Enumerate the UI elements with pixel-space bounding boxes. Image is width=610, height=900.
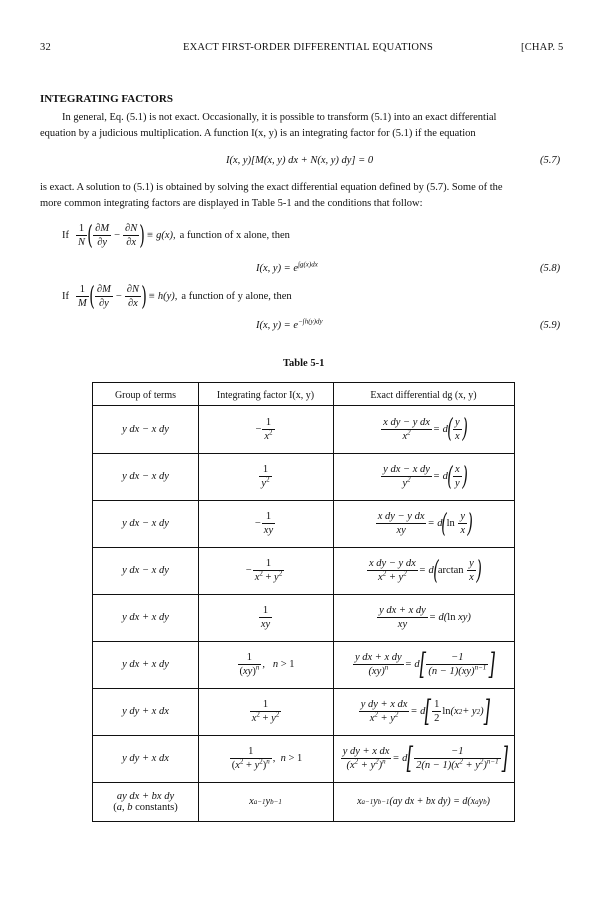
fraction-1-over-n: $\frac{1}{N}$: [78, 223, 86, 248]
column-header-factor: Integrating factor I(x, y): [216, 390, 315, 401]
table-row-9-exact: x a−1 y b−1 (ay dx + bx dy) = d(x a y b ): [357, 796, 490, 807]
fraction-dm-dy-2: $\frac{\partial M}{\partial y}$: [96, 284, 111, 309]
table-row-3-factor: − $\frac{1}{xy}$: [254, 511, 274, 536]
fraction-dn-dx-2: $\frac{\partial N}{\partial x}$: [126, 284, 139, 309]
table-row-2-exact: $\frac{\text{y dx − x dy}}{y^2}$ = d ( $\frac{x}{y}$ ): [383, 461, 468, 492]
table-row-3-group: y dx − x dy: [122, 518, 169, 529]
if-word: If: [62, 230, 69, 241]
chapter-label: [CHAP. 5: [521, 42, 564, 53]
table-row-2-factor: $\frac{1}{y^2}$: [261, 464, 270, 489]
table-row-1-group: y dx − x dy: [122, 423, 169, 435]
paragraph-2-line-1: is exact. A solution to (5.1) is obtained by solving the exact differential equation defined by (5.7). Some of the: [40, 182, 503, 193]
table-row-6-exact: $\frac{\text{y dx + x dy}}{(xy)^n}$ = d [ $\frac{-1}{(n - 1)(xy)^{n-1}}$ ]: [354, 646, 496, 682]
running-title: EXACT FIRST-ORDER DIFFERENTIAL EQUATIONS: [183, 42, 433, 53]
page-number: 32: [40, 42, 51, 53]
table-row-4-exact: $\frac{\text{x dy − y dx}}{x^2 + y^2}$ = d ( arctan $\frac{y}{x}$ ): [369, 555, 482, 586]
table-row-4-factor: − $\frac{1}{x^2 + y^2}$: [245, 558, 283, 583]
table-row-9-group: ay dx + bx dy (a, b constants): [113, 790, 178, 813]
equation-5-9: I(x, $y) = e^{-\int h(y)dy}$: [256, 317, 323, 331]
table-row-3-exact: $\frac{\text{x dy − y dx}}{xy}$ = d ( ln $\frac{y}{x}$ ): [377, 508, 473, 539]
table-row-1-exact: $\frac{\text{x dy − y dx}}{x^2}$ = d ( $\frac{y}{x}$ ): [383, 414, 468, 444]
table-caption: Table 5-1: [283, 358, 325, 369]
condition-h-text: a function of y alone, then: [181, 291, 292, 302]
condition-h-rhs: ≡ h(y),: [148, 291, 178, 302]
table-row-4-group: y dx − x dy: [122, 565, 169, 576]
table-row-5-factor: $\frac{1}{xy}$: [260, 605, 271, 630]
paragraph-2-line-2: more common integrating factors are displayed in Table 5-1 and the conditions that follow:: [40, 198, 423, 209]
table-row-8-factor: $\frac{1}{(x^2 + y^2)^n}$ , n > 1: [231, 746, 303, 771]
equation-5-7: I(x, y)[M(x, y) dx + N(x, y) dy] = 0: [226, 155, 374, 166]
equation-5-9-label: (5.9): [540, 320, 561, 331]
table-row-1-factor: − $\frac{1}{x^2}$: [255, 416, 273, 442]
table-row-7-exact: $\frac{\text{y dy + x dx}}{x^2 + y^2}$ = d [ $\frac{1}{2}$ ln (x 2 + y 2 ) ]: [360, 693, 490, 729]
section-title: INTEGRATING FACTORS: [40, 93, 173, 105]
paragraph-1-line-1: In general, Eq. (5.1) is not exact. Occasionally, it is possible to transform (5.1) into an exact differential: [62, 112, 497, 123]
integrating-factor-table: [92, 382, 515, 822]
fraction-dn-dx: $\frac{\partial N}{\partial x}$: [125, 223, 138, 248]
equation-5-9-exponent: −∫h(y)dy: [298, 317, 323, 326]
table-row-8-exact: $\frac{\text{y dy + x dx}}{(x^2 + y^2)^n}$ = d [ $\frac{-1}{2(n - 1)(x^2 + y^2)^{n-1}}$ ]: [342, 740, 508, 776]
column-header-group: Group of terms: [114, 390, 177, 401]
table-row-6-group: y dx + x dy: [122, 659, 169, 670]
table-row-9-factor: x a−1 y b−1: [249, 796, 282, 807]
if-word-2: If: [62, 291, 69, 302]
equation-5-8-label: (5.8): [540, 263, 561, 274]
table-row-5-exact: $\frac{\text{y dx + x dy}}{xy}$ = d( ln xy): [379, 605, 471, 630]
condition-g: If $\frac{1}{N}$ ( $\frac{\partial M}{\partial y}$ − $\frac{\partial N}{\partial x}$ ) ≡ g(x), a function of x alone, then: [62, 220, 290, 251]
equation-5-8-exponent: ∫g(x)dx: [298, 260, 318, 269]
table-row-7-factor: $\frac{1}{x^2 + y^2}$: [251, 699, 280, 724]
fraction-1-over-m: $\frac{1}{M}$: [78, 284, 87, 309]
table-row-5-group: y dx + x dy: [122, 612, 169, 623]
table-row-2-group: y dx − x dy: [122, 471, 169, 482]
table-row-6-factor: $\frac{1}{(xy)^n}$ , n > 1: [239, 652, 295, 677]
table-row-7-group: y dy + x dx: [122, 706, 169, 717]
fraction-dm-dy: $\frac{\partial M}{\partial y}$: [95, 223, 110, 248]
paragraph-1-line-2: equation by a judicious multiplication. A function I(x, y) is an integrating factor for (5.1) if the equation: [40, 128, 476, 139]
equation-5-7-label: (5.7): [540, 155, 561, 166]
equation-5-8: I(x, $y) = e^{\int g(x)dx}$: [256, 260, 318, 274]
table-row-8-group: y dy + x dx: [122, 753, 169, 764]
column-header-exact: Exact differential dg (x, y): [370, 390, 477, 401]
condition-h: If $\frac{1}{M}$ ( $\frac{\partial M}{\partial y}$ − $\frac{\partial N}{\partial x}$ ) ≡ h(y), a function of y alone, then: [62, 281, 292, 312]
condition-g-rhs: ≡ g(x),: [146, 230, 176, 241]
condition-g-text: a function of x alone, then: [179, 230, 290, 241]
